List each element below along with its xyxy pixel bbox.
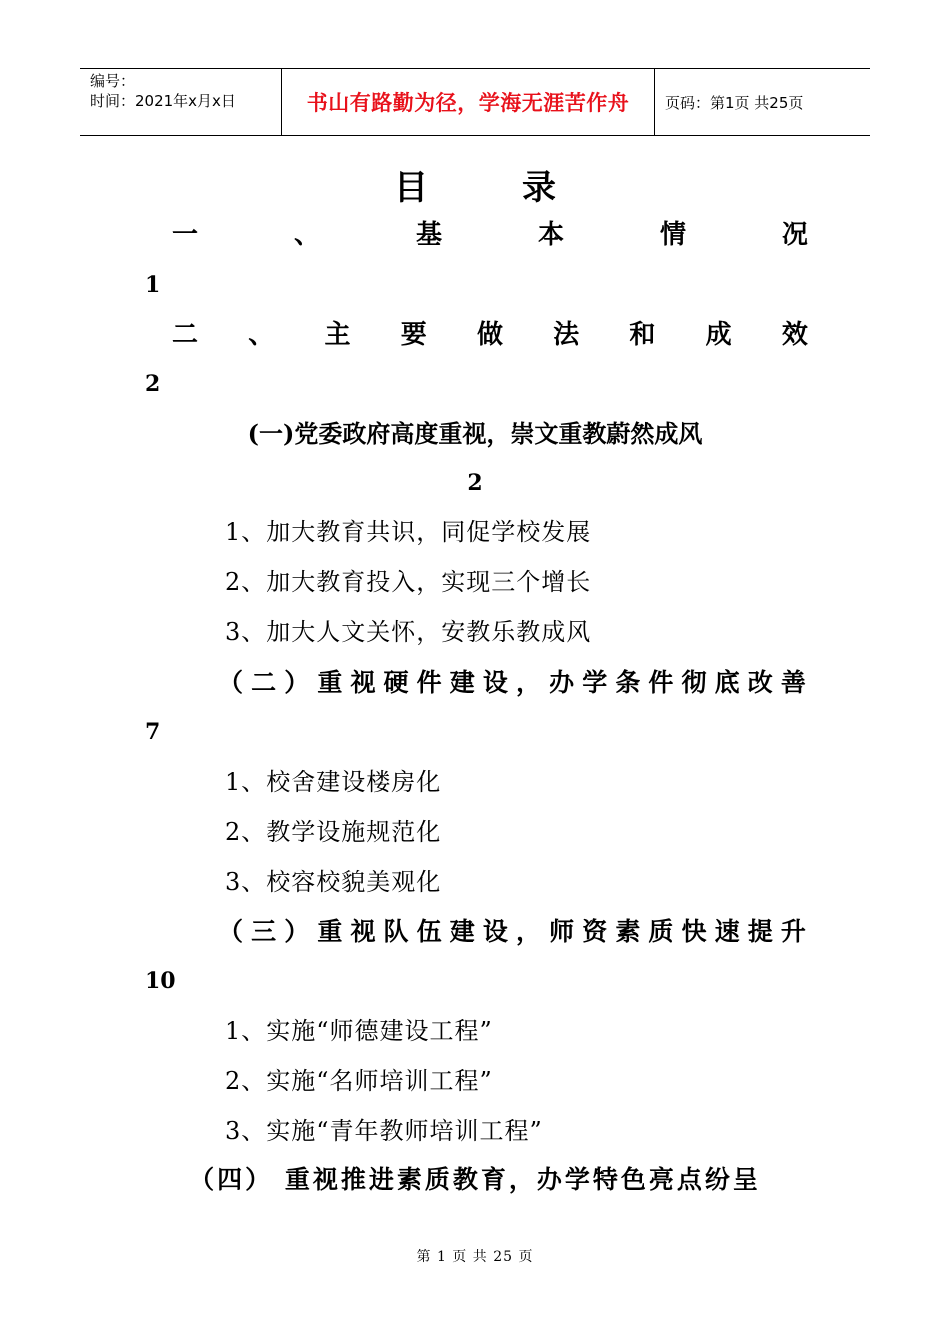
toc-char: 、: [293, 220, 320, 250]
toc-char: 视: [350, 668, 376, 697]
toc-char: 资: [582, 917, 608, 946]
toc-section-2: [172, 317, 808, 353]
time-label: 时间：2021年x月x日: [90, 92, 236, 110]
toc-char: 设: [482, 668, 508, 697]
toc-sub-2-item-2: 2、教学设施规范化: [225, 818, 442, 846]
document-header: [80, 68, 870, 136]
toc-sub-4-title: （四） 重视推进素质教育，办学特色亮点纷呈: [189, 1165, 761, 1194]
toc-char: 设: [482, 917, 508, 946]
toc-sub-2-title: [218, 665, 806, 701]
toc-sub-1-title: (一)党委政府高度重视，崇文重教蔚然成风: [247, 419, 703, 448]
toc-char: 基: [415, 220, 442, 250]
header-motto: 书山有路勤为径，学海无涯苦作舟: [281, 69, 655, 135]
toc-sub-3-title: [218, 914, 806, 950]
toc-char: 效: [781, 320, 808, 350]
toc-char: ）: [284, 668, 310, 697]
toc-char: 要: [400, 320, 427, 350]
header-meta: [80, 69, 281, 135]
toc-char: 成: [705, 320, 732, 350]
toc-char: 提: [747, 917, 773, 946]
toc-char: 、: [248, 320, 275, 350]
toc-sub-1-item-1: 1、加大教育共识，同促学校发展: [225, 518, 592, 546]
toc-char: 件: [648, 668, 674, 697]
toc-sub-3-item-1: 1、实施“师德建设工程”: [225, 1017, 493, 1045]
toc-char: 重: [317, 917, 343, 946]
toc-char: 主: [324, 320, 351, 350]
toc-section-1-page: 1: [145, 272, 161, 298]
header-page-info: 页码：第1页 共25页: [665, 93, 804, 112]
toc-char: 学: [582, 668, 608, 697]
toc-char: 升: [780, 917, 806, 946]
toc-char: 况: [781, 220, 808, 250]
toc-char: 队: [383, 917, 409, 946]
toc-char: 素: [615, 917, 641, 946]
toc-char: 视: [350, 917, 376, 946]
toc-char: 一: [172, 220, 199, 250]
toc-sub-3-item-2: 2、实施“名师培训工程”: [225, 1067, 493, 1095]
toc-char: ，: [515, 917, 541, 946]
number-label: 编号：: [90, 72, 136, 90]
toc-char: 本: [537, 220, 564, 250]
toc-char: 建: [449, 668, 475, 697]
toc-char: 快: [681, 917, 707, 946]
toc-char: 善: [780, 668, 806, 697]
toc-sub-3-page: 10: [145, 968, 176, 994]
toc-sub-1-page: 2: [467, 470, 483, 496]
toc-title: 目 录: [394, 168, 586, 208]
toc-char: 质: [648, 917, 674, 946]
toc-char: 底: [714, 668, 740, 697]
toc-char: 二: [172, 320, 199, 350]
toc-char: （: [218, 917, 244, 946]
toc-sub-2-item-3: 3、校容校貌美观化: [225, 868, 442, 896]
toc-section-1: [172, 217, 808, 253]
toc-char: 做: [476, 320, 503, 350]
toc-sub-2-page: 7: [145, 719, 161, 745]
toc-char: 速: [714, 917, 740, 946]
toc-char: 改: [747, 668, 773, 697]
toc-sub-2-item-1: 1、校舍建设楼房化: [225, 768, 442, 796]
toc-char: 条: [615, 668, 641, 697]
toc-section-2-page: 2: [145, 371, 161, 397]
toc-sub-1-item-2: 2、加大教育投入，实现三个增长: [225, 568, 592, 596]
toc-char: ，: [515, 668, 541, 697]
toc-char: （: [218, 668, 244, 697]
toc-char: 和: [629, 320, 656, 350]
toc-char: 伍: [416, 917, 442, 946]
toc-char: 法: [553, 320, 580, 350]
toc-char: 硬: [383, 668, 409, 697]
toc-sub-3-item-3: 3、实施“青年教师培训工程”: [225, 1117, 543, 1145]
toc-char: 二: [251, 668, 277, 697]
toc-char: ）: [284, 917, 310, 946]
toc-char: 建: [449, 917, 475, 946]
toc-char: 师: [549, 917, 575, 946]
toc-char: 三: [251, 917, 277, 946]
toc-char: 彻: [681, 668, 707, 697]
toc-sub-1-item-3: 3、加大人文关怀，安教乐教成风: [225, 618, 592, 646]
toc-char: 情: [659, 220, 686, 250]
toc-char: 办: [549, 668, 575, 697]
toc-char: 重: [317, 668, 343, 697]
toc-char: 件: [416, 668, 442, 697]
page-footer: 第 1 页 共 25 页: [416, 1249, 534, 1265]
